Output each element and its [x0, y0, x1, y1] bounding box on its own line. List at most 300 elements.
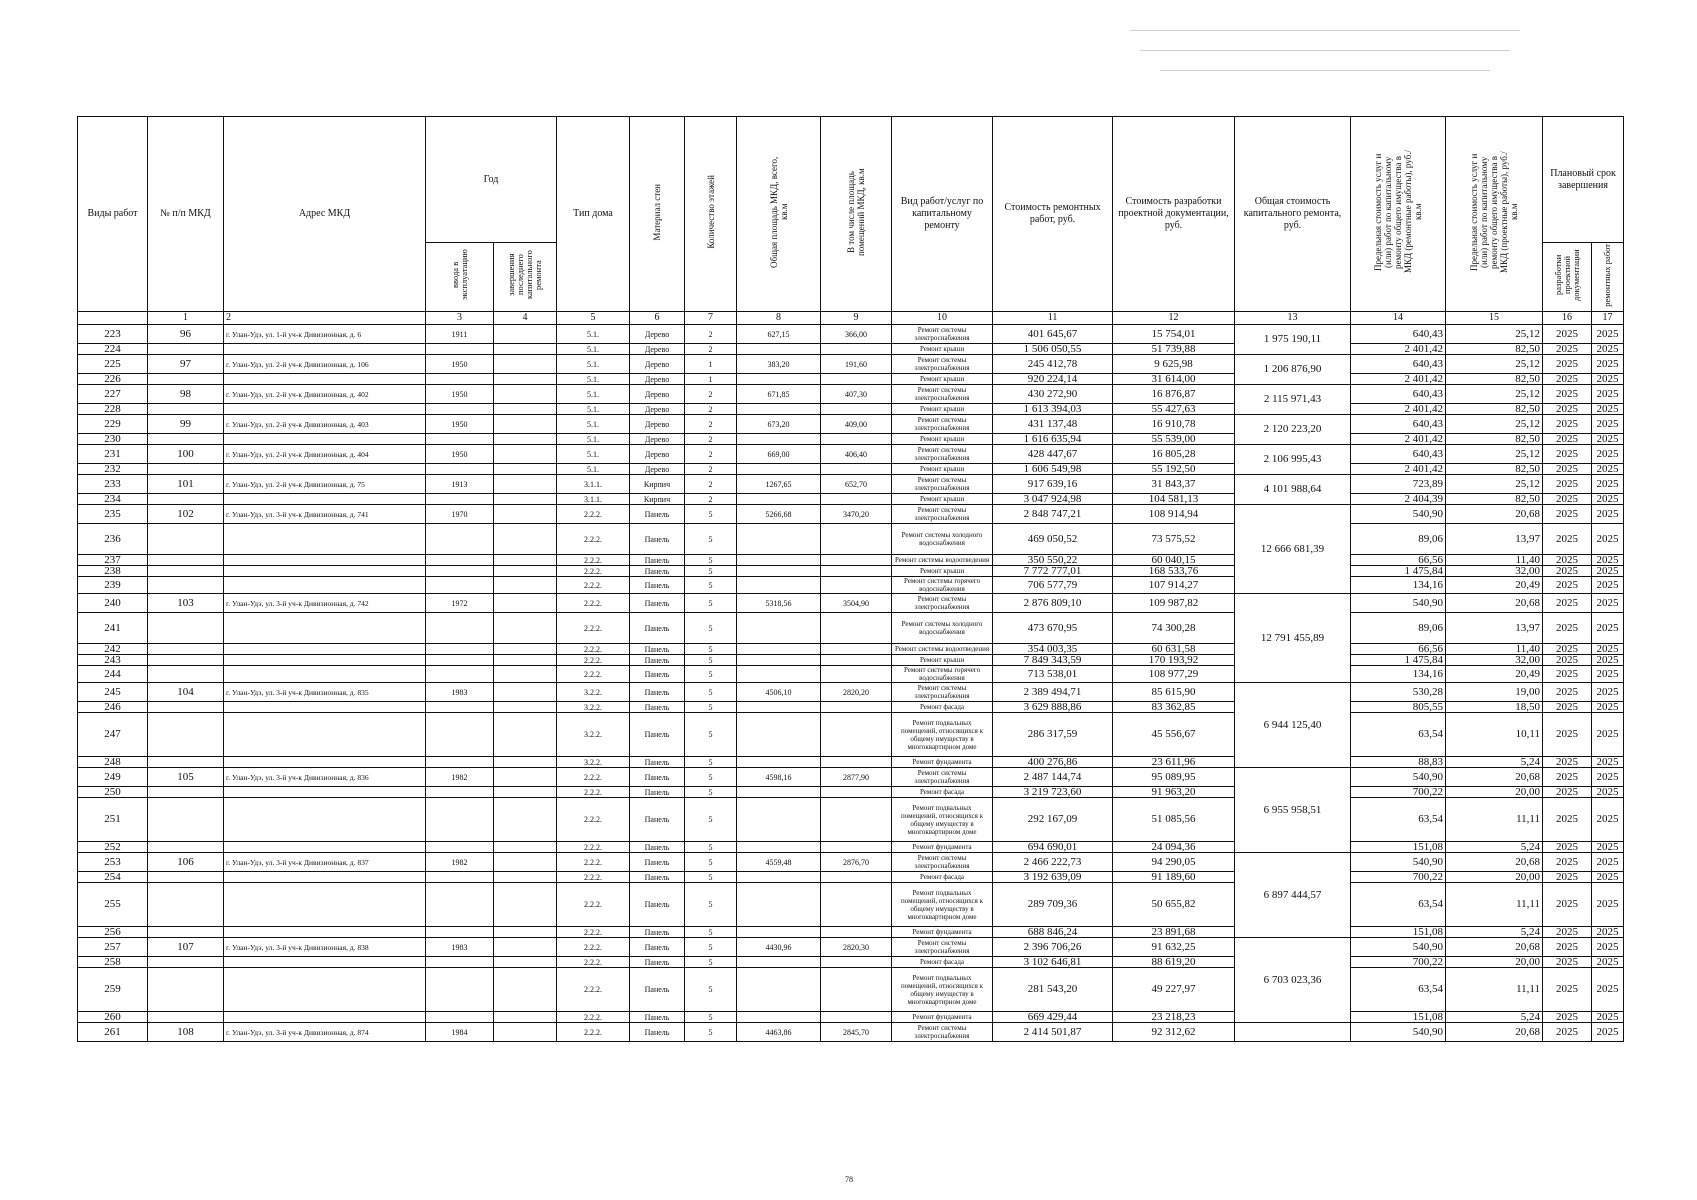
table-cell: 2.2.2. [557, 927, 630, 938]
table-cell: 281 543,20 [993, 968, 1113, 1012]
table-cell: 60 631,58 [1113, 644, 1235, 655]
table-cell: 5 [685, 872, 737, 883]
table-row [78, 355, 1624, 374]
table-cell: 108 914,94 [1113, 505, 1235, 524]
table-cell: 2 487 144,74 [993, 768, 1113, 787]
table-cell [224, 344, 426, 355]
table-cell: 2025 [1592, 475, 1624, 494]
table-cell: 2025 [1592, 787, 1624, 798]
table-cell: 23 611,96 [1113, 757, 1235, 768]
table-cell: 233 [78, 475, 148, 494]
table-row [78, 385, 1624, 404]
table-cell: Ремонт крыши [892, 434, 993, 445]
table-cell: 55 539,00 [1113, 434, 1235, 445]
table-cell [426, 713, 494, 757]
table-row [78, 505, 1624, 524]
table-cell: 917 639,16 [993, 475, 1113, 494]
total-cost-cell: 1 975 190,11 [1235, 325, 1351, 355]
table-cell: Ремонт фасада [892, 872, 993, 883]
table-cell: 2025 [1592, 713, 1624, 757]
table-cell: 66,56 [1351, 644, 1446, 655]
table-cell: 5.1. [557, 344, 630, 355]
table-cell: 109 987,82 [1113, 594, 1235, 613]
table-cell: 239 [78, 577, 148, 594]
table-cell: 1950 [426, 385, 494, 404]
table-cell: 100 [148, 445, 224, 464]
header-cell: Виды работ [78, 117, 148, 312]
table-cell: 2025 [1592, 872, 1624, 883]
scan-artifact-line [1160, 70, 1490, 71]
table-cell [224, 555, 426, 566]
table-cell: 255 [78, 883, 148, 927]
table-cell [426, 757, 494, 768]
table-cell: Ремонт крыши [892, 344, 993, 355]
table-cell: 5 [685, 927, 737, 938]
table-cell: 7 849 343,59 [993, 655, 1113, 666]
table-cell: 2.2.2. [557, 555, 630, 566]
table-cell [737, 577, 821, 594]
table-cell: 2025 [1543, 702, 1592, 713]
table-cell [494, 655, 557, 666]
table-cell: 104 [148, 683, 224, 702]
table-cell: г. Улан-Удэ, ул. 2-й уч-к Дивизионная, д. 106 [224, 355, 426, 374]
table-cell: 700,22 [1351, 957, 1446, 968]
table-cell: 2 876 809,10 [993, 594, 1113, 613]
column-number: 17 [1592, 312, 1624, 325]
table-cell [426, 566, 494, 577]
table-cell [494, 1023, 557, 1042]
table-cell: Ремонт системы электроснабжения [892, 415, 993, 434]
table-cell: 292 167,09 [993, 798, 1113, 842]
table-cell: 245 [78, 683, 148, 702]
table-cell: 2025 [1543, 524, 1592, 555]
column-number: 11 [993, 312, 1113, 325]
table-row [78, 757, 1624, 768]
table-cell: 5 [685, 757, 737, 768]
table-cell: 82,50 [1446, 494, 1543, 505]
table-cell: 245 412,78 [993, 355, 1113, 374]
table-cell: 2025 [1543, 374, 1592, 385]
table-cell [494, 555, 557, 566]
table-cell: Ремонт системы холодного водоснабжения [892, 524, 993, 555]
table-cell: 673,20 [737, 415, 821, 434]
table-cell: г. Улан-Удэ, ул. 2-й уч-к Дивизионная, д. 75 [224, 475, 426, 494]
header-cell: Количество этажей [685, 117, 737, 312]
table-cell: Панель [630, 927, 685, 938]
table-cell: 73 575,52 [1113, 524, 1235, 555]
table-cell: Ремонт системы электроснабжения [892, 505, 993, 524]
table-cell: 11,40 [1446, 644, 1543, 655]
column-number: 2 [224, 312, 426, 325]
table-cell: 91 963,20 [1113, 787, 1235, 798]
header-cell: Год [426, 117, 557, 243]
table-cell: 20,00 [1446, 872, 1543, 883]
table-cell: Ремонт фундамента [892, 757, 993, 768]
table-cell [224, 644, 426, 655]
table-cell: 366,00 [821, 325, 892, 344]
table-cell [737, 883, 821, 927]
header-cell: Стоимость ремонтных работ, руб. [993, 117, 1113, 312]
total-cost-cell [1235, 1023, 1351, 1042]
table-cell: 2025 [1592, 464, 1624, 475]
table-cell: Панель [630, 555, 685, 566]
table-cell: 1 [685, 374, 737, 385]
table-cell [821, 524, 892, 555]
table-cell: 50 655,82 [1113, 883, 1235, 927]
table-cell: 640,43 [1351, 325, 1446, 344]
table-cell: Ремонт системы электроснабжения [892, 768, 993, 787]
table-cell: 383,20 [737, 355, 821, 374]
column-number: 4 [494, 312, 557, 325]
table-cell [821, 613, 892, 644]
table-cell: 66,56 [1351, 555, 1446, 566]
table-cell: Ремонт системы электроснабжения [892, 594, 993, 613]
table-cell [224, 666, 426, 683]
table-cell [426, 404, 494, 415]
table-row [78, 434, 1624, 445]
column-number: 5 [557, 312, 630, 325]
table-cell [737, 434, 821, 445]
table-cell: 3470,20 [821, 505, 892, 524]
table-cell: 4506,10 [737, 683, 821, 702]
table-cell: 20,68 [1446, 853, 1543, 872]
table-cell: 2.2.2. [557, 577, 630, 594]
table-cell: 2025 [1592, 883, 1624, 927]
table-cell [224, 434, 426, 445]
table-cell: 5,24 [1446, 927, 1543, 938]
table-cell: 2025 [1543, 655, 1592, 666]
table-cell [737, 566, 821, 577]
table-cell: 2 [685, 415, 737, 434]
table-cell: 23 218,23 [1113, 1012, 1235, 1023]
table-cell: 920 224,14 [993, 374, 1113, 385]
table-cell [494, 404, 557, 415]
total-cost-cell: 6 944 125,40 [1235, 683, 1351, 768]
table-cell: 89,06 [1351, 613, 1446, 644]
table-cell [821, 434, 892, 445]
column-number: 9 [821, 312, 892, 325]
table-cell: 2025 [1543, 434, 1592, 445]
table-cell: г. Улан-Удэ, ул. 3-й уч-к Дивизионная, д. 874 [224, 1023, 426, 1042]
table-cell: Ремонт системы электроснабжения [892, 355, 993, 374]
table-cell [148, 644, 224, 655]
table-cell: 5 [685, 666, 737, 683]
table-cell: 2 401,42 [1351, 344, 1446, 355]
table-cell: Ремонт системы водоотведения [892, 555, 993, 566]
table-cell: 2025 [1543, 344, 1592, 355]
table-cell [494, 325, 557, 344]
table-cell: 2025 [1592, 505, 1624, 524]
header-cell: Предельная стоимость услуг и (или) работ по капитальному ремонту общего имущества в МКД (ремонтные работы), руб./кв.м [1351, 117, 1446, 312]
table-cell [426, 883, 494, 927]
table-row [78, 968, 1624, 1012]
table-cell: 20,00 [1446, 957, 1543, 968]
table-cell: 5 [685, 505, 737, 524]
table-row [78, 938, 1624, 957]
table-cell: 640,43 [1351, 355, 1446, 374]
table-cell [737, 555, 821, 566]
table-cell: Дерево [630, 355, 685, 374]
table-cell: 25,12 [1446, 385, 1543, 404]
table-cell: 2820,30 [821, 938, 892, 957]
table-cell: 2025 [1592, 927, 1624, 938]
table-cell: 2025 [1543, 566, 1592, 577]
table-cell [494, 475, 557, 494]
table-cell: Ремонт системы горячего водоснабжения [892, 577, 993, 594]
table-cell [494, 683, 557, 702]
table-cell [148, 842, 224, 853]
table-cell: 5 [685, 1023, 737, 1042]
table-cell [821, 798, 892, 842]
table-cell [224, 655, 426, 666]
table-cell: 227 [78, 385, 148, 404]
table-cell: 256 [78, 927, 148, 938]
table-cell: 96 [148, 325, 224, 344]
table-row [78, 1012, 1624, 1023]
table-row [78, 445, 1624, 464]
table-cell: 107 [148, 938, 224, 957]
table-cell [494, 577, 557, 594]
column-number: 7 [685, 312, 737, 325]
table-cell [426, 655, 494, 666]
table-cell: 3 219 723,60 [993, 787, 1113, 798]
table-cell: 20,68 [1446, 938, 1543, 957]
table-cell: 1950 [426, 355, 494, 374]
table-row [78, 577, 1624, 594]
column-number: 10 [892, 312, 993, 325]
table-cell: 5 [685, 853, 737, 872]
table-cell: 3.1.1. [557, 475, 630, 494]
table-cell: Ремонт системы электроснабжения [892, 385, 993, 404]
table-cell: Ремонт фасада [892, 957, 993, 968]
table-row [78, 325, 1624, 344]
table-cell: Дерево [630, 374, 685, 385]
table-cell: 63,54 [1351, 713, 1446, 757]
table-cell: 2025 [1592, 644, 1624, 655]
table-cell: 99 [148, 415, 224, 434]
table-cell [494, 415, 557, 434]
table-cell: 2025 [1543, 713, 1592, 757]
page-number: 78 [845, 1175, 853, 1184]
table-cell [426, 613, 494, 644]
table-cell: 473 670,95 [993, 613, 1113, 644]
table-cell [224, 577, 426, 594]
table-cell: 3 192 639,09 [993, 872, 1113, 883]
table-cell [148, 798, 224, 842]
table-cell [224, 404, 426, 415]
table-cell [426, 464, 494, 475]
total-cost-cell: 6 897 444,57 [1235, 853, 1351, 938]
table-cell: 669 429,44 [993, 1012, 1113, 1023]
table-cell: 229 [78, 415, 148, 434]
table-cell: 13,97 [1446, 524, 1543, 555]
table-cell: 88 619,20 [1113, 957, 1235, 968]
table-cell: 3.2.2. [557, 702, 630, 713]
table-row [78, 613, 1624, 644]
table-cell: 2 [685, 434, 737, 445]
table-cell: 2025 [1592, 853, 1624, 872]
table-cell: 286 317,59 [993, 713, 1113, 757]
table-cell: Панель [630, 853, 685, 872]
table-cell: 25,12 [1446, 445, 1543, 464]
table-cell [821, 957, 892, 968]
table-cell: 5318,56 [737, 594, 821, 613]
table-cell [821, 566, 892, 577]
table-cell [494, 757, 557, 768]
table-row [78, 787, 1624, 798]
table-cell: 2.2.2. [557, 1023, 630, 1042]
table-cell: Ремонт фундамента [892, 1012, 993, 1023]
table-cell [494, 883, 557, 927]
table-cell: 1950 [426, 415, 494, 434]
table-cell: Ремонт системы электроснабжения [892, 1023, 993, 1042]
table-cell: 18,50 [1446, 702, 1543, 713]
table-cell: 430 272,90 [993, 385, 1113, 404]
table-cell: 2025 [1543, 415, 1592, 434]
table-cell: 32,00 [1446, 566, 1543, 577]
total-cost-cell: 6 955 958,51 [1235, 768, 1351, 853]
table-cell: 243 [78, 655, 148, 666]
table-cell: 5 [685, 957, 737, 968]
table-cell: 2025 [1543, 798, 1592, 842]
table-cell [224, 798, 426, 842]
table-cell: 191,60 [821, 355, 892, 374]
table-cell: Ремонт подвальных помещений, относящихся к общему имуществу в многоквартирном доме [892, 713, 993, 757]
table-cell: 2.2.2. [557, 968, 630, 1012]
table-cell: 1983 [426, 683, 494, 702]
table-cell: Ремонт фундамента [892, 842, 993, 853]
table-cell: 2.2.2. [557, 613, 630, 644]
table-cell [494, 872, 557, 883]
column-number: 13 [1235, 312, 1351, 325]
table-cell [426, 494, 494, 505]
table-cell: 2025 [1543, 757, 1592, 768]
table-cell [224, 927, 426, 938]
table-cell: 1 475,84 [1351, 655, 1446, 666]
table-cell: г. Улан-Удэ, ул. 2-й уч-к Дивизионная, д. 402 [224, 385, 426, 404]
table-cell [737, 927, 821, 938]
table-cell: 5 [685, 644, 737, 655]
table-cell: 151,08 [1351, 1012, 1446, 1023]
table-cell [494, 853, 557, 872]
table-cell: 51 085,56 [1113, 798, 1235, 842]
table-cell: 5 [685, 768, 737, 787]
table-cell: 13,97 [1446, 613, 1543, 644]
table-cell: 2.2.2. [557, 872, 630, 883]
table-cell [148, 957, 224, 968]
table-cell: 2.2.2. [557, 594, 630, 613]
column-number: 8 [737, 312, 821, 325]
table-cell: 95 089,95 [1113, 768, 1235, 787]
table-cell [224, 968, 426, 1012]
table-cell [821, 968, 892, 1012]
table-cell: Ремонт подвальных помещений, относящихся к общему имуществу в многоквартирном доме [892, 798, 993, 842]
table-cell: 2025 [1592, 434, 1624, 445]
table-cell [494, 445, 557, 464]
table-cell [494, 1012, 557, 1023]
table-cell: 2.2.2. [557, 505, 630, 524]
table-row [78, 655, 1624, 666]
table-cell: 5.1. [557, 464, 630, 475]
table-cell: 20,49 [1446, 666, 1543, 683]
table-cell: 627,15 [737, 325, 821, 344]
table-cell: 2025 [1543, 555, 1592, 566]
table-cell [737, 713, 821, 757]
table-cell: 407,30 [821, 385, 892, 404]
table-cell: 2.2.2. [557, 938, 630, 957]
table-row [78, 883, 1624, 927]
table-cell [148, 494, 224, 505]
table-cell: 2.2.2. [557, 666, 630, 683]
table-cell: 540,90 [1351, 594, 1446, 613]
table-cell: 5.1. [557, 385, 630, 404]
table-cell: 5,24 [1446, 1012, 1543, 1023]
table-cell: Ремонт системы горячего водоснабжения [892, 666, 993, 683]
table-cell: 4430,96 [737, 938, 821, 957]
table-cell: 2.2.2. [557, 1012, 630, 1023]
table-cell: 249 [78, 768, 148, 787]
table-cell: 401 645,67 [993, 325, 1113, 344]
table-cell: 1972 [426, 594, 494, 613]
table-cell: 2025 [1592, 385, 1624, 404]
header-cell: Стоимость разработки проектной документации, руб. [1113, 117, 1235, 312]
table-cell: 11,11 [1446, 883, 1543, 927]
table-cell: 540,90 [1351, 1023, 1446, 1042]
table-cell: 31 843,37 [1113, 475, 1235, 494]
table-cell [494, 344, 557, 355]
table-cell: 652,70 [821, 475, 892, 494]
table-cell [148, 713, 224, 757]
table-cell: 2025 [1592, 494, 1624, 505]
table-cell: 1983 [426, 938, 494, 957]
table-cell [494, 613, 557, 644]
total-cost-cell: 1 206 876,90 [1235, 355, 1351, 385]
table-cell: 108 977,29 [1113, 666, 1235, 683]
table-cell: 2025 [1592, 566, 1624, 577]
header-cell: разработки проектной документации [1543, 243, 1592, 312]
table-cell [148, 464, 224, 475]
table-cell: 5.1. [557, 415, 630, 434]
table-cell: 226 [78, 374, 148, 385]
table-row [78, 1023, 1624, 1042]
table-cell: 1913 [426, 475, 494, 494]
header-cell: Общая стоимость капитального ремонта, руб. [1235, 117, 1351, 312]
table-cell: 20,68 [1446, 768, 1543, 787]
table-cell: 2 401,42 [1351, 464, 1446, 475]
table-cell: 232 [78, 464, 148, 475]
table-cell: 2876,70 [821, 853, 892, 872]
table-row [78, 666, 1624, 683]
table-row [78, 524, 1624, 555]
header-cell: Общая площадь МКД, всего, кв.м [737, 117, 821, 312]
table-cell [737, 798, 821, 842]
table-cell [224, 872, 426, 883]
table-cell [148, 883, 224, 927]
table-cell: 105 [148, 768, 224, 787]
table-cell: 2025 [1543, 957, 1592, 968]
table-cell [426, 666, 494, 683]
table-cell: 3.1.1. [557, 494, 630, 505]
table-cell: Ремонт подвальных помещений, относящихся к общему имуществу в многоквартирном доме [892, 968, 993, 1012]
table-cell: 2 [685, 404, 737, 415]
table-cell: 540,90 [1351, 505, 1446, 524]
table-cell: г. Улан-Удэ, ул. 3-й уч-к Дивизионная, д. 838 [224, 938, 426, 957]
table-cell: 11,11 [1446, 968, 1543, 1012]
table-cell: 723,89 [1351, 475, 1446, 494]
table-cell: 2 401,42 [1351, 404, 1446, 415]
table-cell: 2.2.2. [557, 787, 630, 798]
table-cell [224, 464, 426, 475]
